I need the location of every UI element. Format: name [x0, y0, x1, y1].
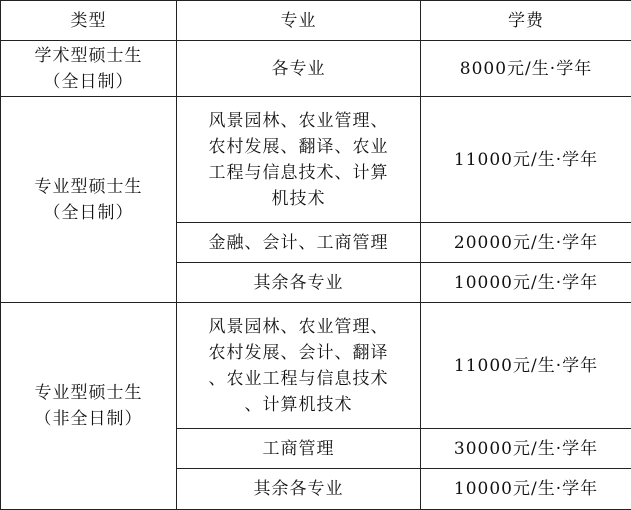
major-cell	[177, 97, 421, 223]
major-text: 金融、会计、工商管理	[183, 230, 414, 256]
major-text: 工程与信息技术、计算	[183, 160, 414, 186]
major-text: 、计算机技术	[183, 392, 414, 418]
type-label: 专业型硕士生	[7, 174, 170, 200]
table-row	[1, 97, 631, 223]
fee-cell: 11000元/生·学年	[421, 97, 631, 223]
type-mode: （非全日制）	[7, 406, 170, 432]
fee-cell: 10000元/生·学年	[421, 263, 631, 303]
table-row	[1, 303, 631, 429]
major-cell	[177, 41, 421, 97]
fee-cell: 11000元/生·学年	[421, 303, 631, 429]
major-text: 农村发展、翻译、农业	[183, 134, 414, 160]
major-text: 工商管理	[183, 436, 414, 462]
major-cell	[177, 223, 421, 263]
type-cell	[1, 41, 177, 97]
fee-cell: 30000元/生·学年	[421, 429, 631, 469]
header-type: 类型	[1, 1, 177, 41]
major-text: 风景园林、农业管理、	[183, 314, 414, 340]
fee-cell: 10000元/生·学年	[421, 469, 631, 510]
major-cell	[177, 429, 421, 469]
major-text: 其余各专业	[183, 270, 414, 296]
header-major: 专业	[177, 1, 421, 41]
type-cell	[1, 97, 177, 303]
type-cell	[1, 303, 177, 510]
major-text: 风景园林、农业管理、	[183, 108, 414, 134]
type-label: 专业型硕士生	[7, 380, 170, 406]
fee-cell: 20000元/生·学年	[421, 223, 631, 263]
major-text: 机技术	[183, 186, 414, 212]
major-cell	[177, 469, 421, 510]
table-row	[1, 41, 631, 97]
header-fee: 学费	[421, 1, 631, 41]
major-cell	[177, 303, 421, 429]
major-cell	[177, 263, 421, 303]
major-text: 农村发展、会计、翻译	[183, 340, 414, 366]
type-mode: （全日制）	[7, 200, 170, 226]
header-row	[1, 1, 631, 41]
fee-cell: 8000元/生·学年	[421, 41, 631, 97]
major-text: 各专业	[183, 56, 414, 82]
major-text: 其余各专业	[183, 476, 414, 502]
type-mode: （全日制）	[7, 69, 170, 95]
type-label: 学术型硕士生	[7, 43, 170, 69]
major-text: 、农业工程与信息技术	[183, 366, 414, 392]
